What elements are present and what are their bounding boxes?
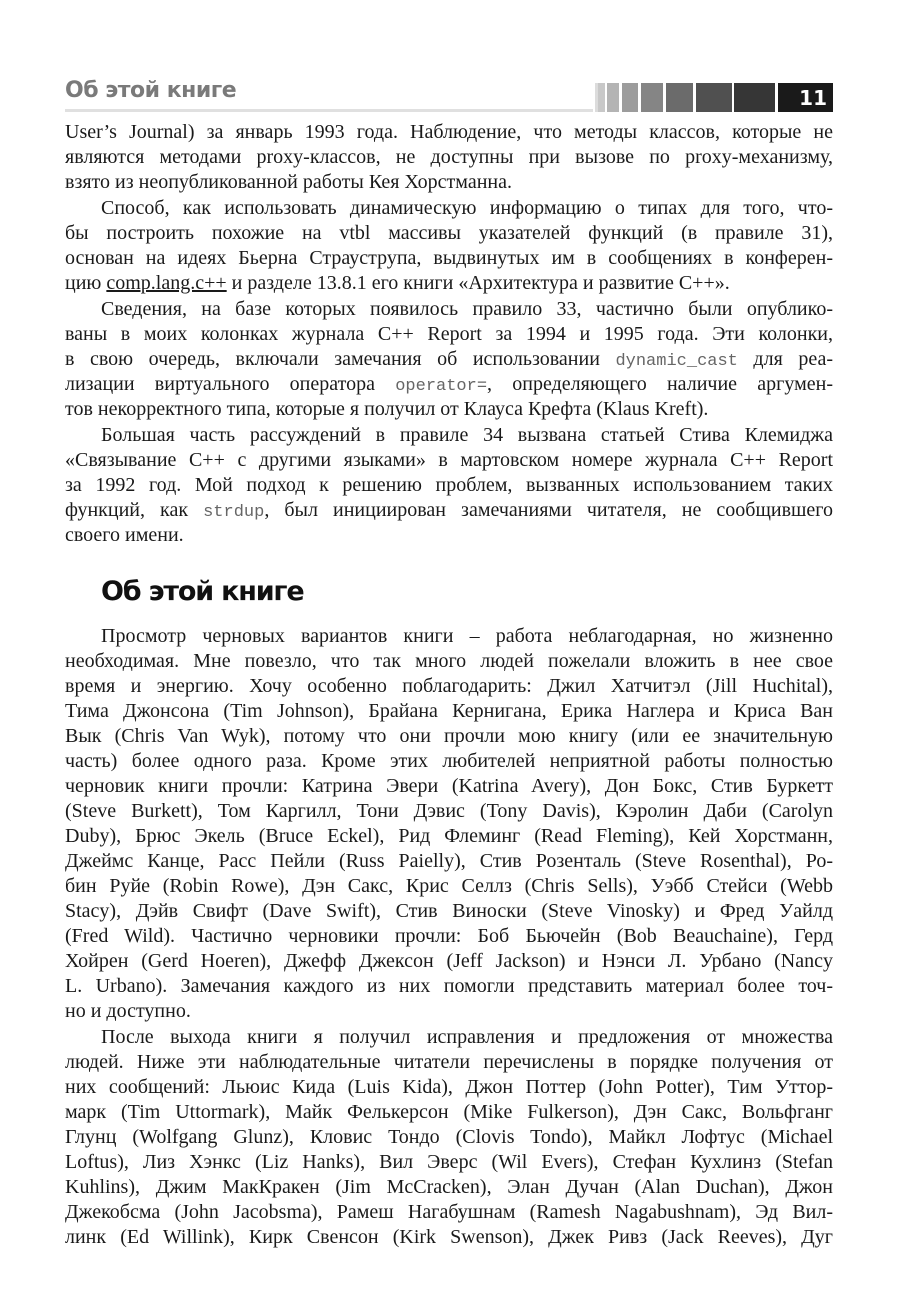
text-line: Просмотр черновых вариантов книги – работа неблагодарная, но жизненно	[101, 625, 833, 647]
text-line: Способ, как использовать динамическую информацию о типах для того, что-	[101, 197, 833, 219]
text-line: Глунц (Wolfgang Glunz), Кловис Тондо (Clovis Tondo), Майкл Лофтус (Michael	[65, 1126, 833, 1148]
paragraph	[65, 624, 833, 1024]
text-run: , был инициирован замечаниями читателя, не сообщившего	[264, 499, 833, 521]
text-line: Вык (Chris Van Wyk), потому что они прочли мою книгу (или ее значительную	[65, 725, 833, 747]
header-rule	[65, 109, 593, 112]
text-line: бы построить похожие на vtbl массивы указателей функций (в правиле 31),	[65, 222, 833, 244]
header-bar	[622, 83, 638, 112]
text-line	[65, 347, 833, 372]
header-bar	[696, 83, 732, 112]
paragraph	[65, 297, 833, 422]
text-line: После выхода книги я получил исправления и предложения от множества	[101, 1026, 833, 1048]
text-run: лизации виртуального оператора	[65, 373, 396, 395]
text-line: них сообщений: Льюис Кида (Luis Kida), Джон Поттер (John Potter), Тим Уттор-	[65, 1076, 833, 1098]
text-line: Loftus), Лиз Хэнкс (Liz Hanks), Вил Эверс (Wil Evers), Стефан Кухлинз (Stefan	[65, 1151, 833, 1173]
text-line: за 1992 год. Мой подход к решению проблем, вызванных использованием таких	[65, 474, 833, 496]
text-line: (Fred Wild). Частично черновики прочли: Боб Бьючейн (Bob Beauchaine), Герд	[65, 925, 833, 947]
text-line: Stacy), Дэйв Свифт (Dave Swift), Стив Виноски (Steve Vinosky) и Фред Уайлд	[65, 900, 833, 922]
text-line: людей. Ниже эти наблюдательные читатели перечислены в порядке получения от	[65, 1051, 833, 1073]
text-line: часть) более одного раза. Кроме этих любителей неприятной работы полностью	[65, 750, 833, 772]
page-body	[65, 120, 833, 1251]
text-line: ваны в моих колонках журнала C++ Report за 1994 и 1995 года. Эти колонки,	[65, 323, 833, 345]
header-bar	[607, 83, 619, 112]
text-line: Тима Джонсона (Tim Johnson), Брайана Кернигана, Ерика Наглера и Криса Ван	[65, 700, 833, 722]
text-line: (Steve Burkett), Том Каргилл, Тони Дэвис (Tony Davis), Кэролин Даби (Carolyn	[65, 800, 833, 822]
paragraph	[65, 1025, 833, 1250]
paragraph	[65, 423, 833, 548]
running-title: Об этой книге	[65, 78, 237, 103]
text-line: своего имени.	[65, 524, 184, 546]
text-line: время и энергию. Хочу особенно поблагодарить: Джил Хатчитэл (Jill Huchital),	[65, 675, 833, 697]
paragraph	[65, 196, 833, 296]
inline-code: dynamic_cast	[615, 352, 738, 371]
text-line: Duby), Брюс Экель (Bruce Eckel), Рид Флеминг (Read Fleming), Кей Хорстманн,	[65, 825, 833, 847]
text-line: тов некорректного типа, которые я получил от Клауса Крефта (Klaus Kreft).	[65, 398, 709, 420]
text-line: являются методами proxy-классов, не доступны при вызове по proxy-механизму,	[65, 146, 833, 168]
text-line: Kuhlins), Джим МакКракен (Jim McCracken), Элан Дучан (Alan Duchan), Джон	[65, 1176, 833, 1198]
text-line: бин Руйе (Robin Rowe), Дэн Сакс, Крис Селлз (Chris Sells), Уэбб Стейси (Webb	[65, 875, 833, 897]
text-run: функций, как	[65, 499, 204, 521]
text-line: User’s Journal) за январь 1993 года. Наблюдение, что методы классов, которые не	[65, 121, 833, 143]
text-line: черновик книги прочли: Катрина Эвери (Katrina Avery), Дон Бокс, Стив Буркетт	[65, 775, 833, 797]
text-line: L. Urbano). Замечания каждого из них помогли представить материал более точ-	[65, 975, 833, 997]
text-line: Джеймс Канце, Расс Пейли (Russ Paielly), Стив Розенталь (Steve Rosenthal), Ро-	[65, 850, 833, 872]
text-line: линк (Ed Willink), Кирк Свенсон (Kirk Swenson), Джек Ривз (Jack Reeves), Дуг	[65, 1226, 833, 1248]
text-run: в свою очередь, включали замечания об использовании	[65, 348, 616, 370]
text-line: Большая часть рассуждений в правиле 34 вызвана статьей Стива Клемиджа	[101, 424, 833, 446]
header-bar	[641, 83, 663, 112]
header-bar	[598, 83, 605, 112]
text-line: марк (Tim Uttormark), Майк Фелькерсон (Mike Fulkerson), Дэн Сакс, Вольфганг	[65, 1101, 833, 1123]
text-line: необходимая. Мне повезло, что так много людей пожелали вложить в нее свое	[65, 650, 833, 672]
text-run: , определяющего наличие аргумен-	[487, 373, 833, 395]
text-line	[65, 372, 833, 397]
newsgroup-link[interactable]: comp.lang.c++	[106, 272, 227, 294]
text-line: Хойрен (Gerd Hoeren), Джефф Джексон (Jeff Jackson) и Нэнси Л. Урбано (Nancy	[65, 950, 833, 972]
text-line: Сведения, на базе которых появилось правило 33, частично были опублико-	[101, 298, 833, 320]
inline-code: operator=	[395, 377, 488, 396]
text-line: Джекобсма (John Jacobsma), Рамеш Нагабушнам (Ramesh Nagabushnam), Эд Вил-	[65, 1201, 833, 1223]
text-run: цию	[65, 272, 107, 294]
page-number: 11	[778, 83, 833, 112]
section-heading: Об этой книге	[101, 576, 304, 607]
text-line	[65, 271, 833, 296]
paragraph	[65, 120, 833, 195]
text-line: но и доступно.	[65, 1000, 191, 1022]
header-bar	[734, 83, 775, 112]
text-line	[65, 498, 833, 523]
text-line: взято из неопубликованной работы Кея Хорстманна.	[65, 171, 512, 193]
text-line: основан на идеях Бьерна Страуструпа, выдвинутых им в сообщениях в конферен-	[65, 247, 833, 269]
text-run: для реа-	[737, 348, 833, 370]
text-run: и разделе 13.8.1 его книги «Архитектура и развитие C++».	[226, 272, 730, 294]
text-line: «Связывание C++ с другими языками» в мартовском номере журнала C++ Report	[65, 449, 833, 471]
inline-code: strdup	[203, 503, 265, 522]
header-bar	[666, 83, 693, 112]
